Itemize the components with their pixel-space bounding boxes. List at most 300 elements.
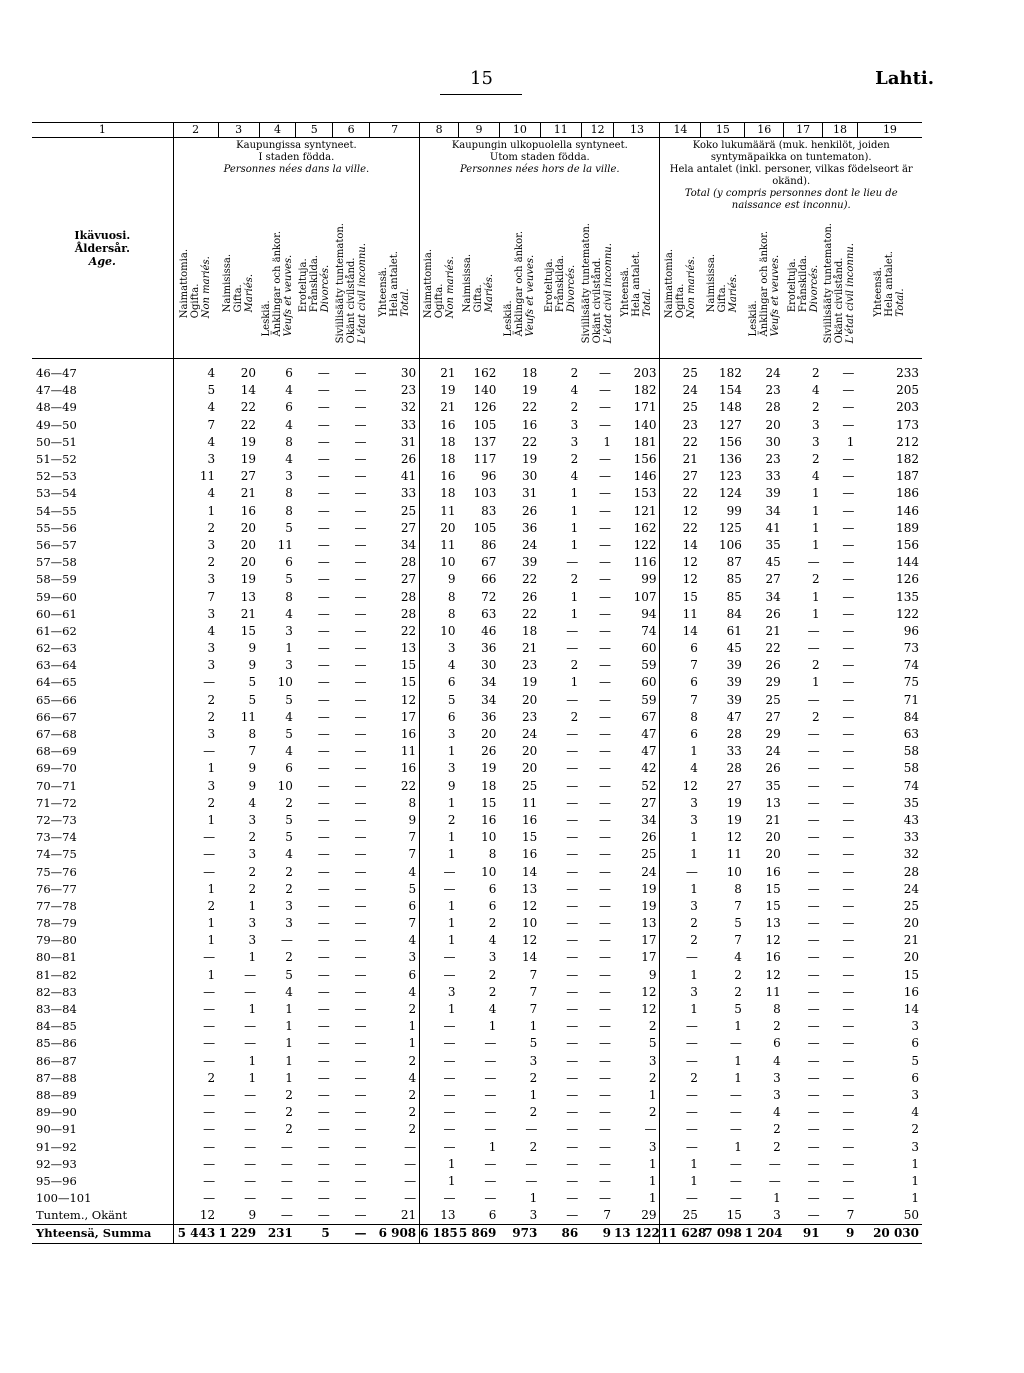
value-cell: 135 xyxy=(896,589,919,604)
value-cell: — xyxy=(317,1002,330,1017)
value-cell: — xyxy=(317,469,330,484)
value-cell: — xyxy=(566,1002,579,1017)
value-cell: 2 xyxy=(408,1087,417,1102)
value-cell: 3 xyxy=(173,537,218,554)
value-cell: 3 xyxy=(173,726,218,743)
value-cell: 4 xyxy=(285,984,293,999)
value-cell: 5 xyxy=(648,1036,657,1051)
value-cell: 125 xyxy=(718,520,742,535)
value-cell: — xyxy=(354,967,367,982)
value-cell: 26 xyxy=(400,452,417,467)
table-body xyxy=(32,359,922,1244)
table-row xyxy=(32,485,922,502)
column-header-fr: Non mariés. xyxy=(444,256,456,319)
value-cell: — xyxy=(598,692,611,707)
value-cell: — xyxy=(842,1105,855,1120)
value-cell: 9 xyxy=(648,967,657,982)
value-cell: — xyxy=(317,812,330,827)
value-cell: — xyxy=(566,1191,579,1206)
value-cell: — xyxy=(807,984,820,999)
value-cell: — xyxy=(244,1087,257,1102)
value-cell: — xyxy=(807,555,820,570)
value-cell: — xyxy=(566,1208,579,1223)
value-cell: — xyxy=(317,692,330,707)
column-header-fr: Non mariés. xyxy=(201,256,213,319)
age-cell: 76—77 xyxy=(36,881,77,896)
value-cell: 3 xyxy=(911,1087,919,1102)
value-cell: 1 xyxy=(734,1139,742,1154)
age-cell: 61—62 xyxy=(36,623,77,638)
value-cell: — xyxy=(566,1070,579,1085)
value-cell: 43 xyxy=(903,812,919,827)
value-cell: 1 xyxy=(648,1173,657,1188)
value-cell: 71 xyxy=(903,692,919,707)
age-cell: 92—93 xyxy=(36,1156,77,1171)
value-cell: 1 xyxy=(811,503,820,518)
value-cell: — xyxy=(842,864,855,879)
value-cell: — xyxy=(842,641,855,656)
value-cell: — xyxy=(354,658,367,673)
age-cell: 51—52 xyxy=(36,452,77,467)
value-cell: — xyxy=(173,1190,218,1207)
value-cell: 20 xyxy=(240,555,257,570)
column-header-fr: L'état civil inconnu. xyxy=(356,243,368,344)
statistics-table xyxy=(32,122,922,1244)
value-cell: — xyxy=(842,847,855,862)
value-cell: 18 xyxy=(420,485,459,502)
value-cell: 2 xyxy=(648,1019,657,1034)
value-cell: — xyxy=(354,537,367,552)
value-cell: 28 xyxy=(400,606,417,621)
column-header-fi: Leskiä. xyxy=(260,300,272,337)
value-cell: — xyxy=(317,1208,330,1223)
column-number: 5 xyxy=(296,123,333,138)
table-row xyxy=(32,451,922,468)
value-cell: 91 xyxy=(784,1225,823,1243)
value-cell: — xyxy=(598,744,611,759)
value-cell: — xyxy=(404,1156,417,1171)
value-cell: 156 xyxy=(718,434,742,449)
value-cell: — xyxy=(354,830,367,845)
value-cell: 162 xyxy=(633,520,657,535)
table-row xyxy=(32,915,922,932)
value-cell: 3 xyxy=(911,1019,919,1034)
value-cell: 4 xyxy=(248,795,257,810)
age-cell: 72—73 xyxy=(36,812,77,827)
value-cell: 6 xyxy=(660,640,701,657)
value-cell: 11 xyxy=(400,744,417,759)
value-cell: — xyxy=(729,1173,742,1188)
value-cell: 11 xyxy=(420,503,459,520)
value-cell: — xyxy=(566,916,579,931)
value-cell: 3 xyxy=(660,795,701,812)
value-cell: 85 xyxy=(726,589,742,604)
value-cell: — xyxy=(354,1191,367,1206)
age-cell: 64—65 xyxy=(36,675,77,690)
value-cell: 5 xyxy=(285,692,293,707)
value-cell: 4 xyxy=(285,847,293,862)
value-cell: 3 xyxy=(648,1139,657,1154)
value-cell: — xyxy=(842,727,855,742)
value-cell: — xyxy=(354,1156,367,1171)
value-cell: 13 xyxy=(400,641,417,656)
value-cell: — xyxy=(842,795,855,810)
value-cell: — xyxy=(354,709,367,724)
value-cell: — xyxy=(598,1156,611,1171)
age-cell: 86—87 xyxy=(36,1053,77,1068)
value-cell: — xyxy=(807,727,820,742)
value-cell: 22 xyxy=(660,485,701,502)
value-cell: — xyxy=(420,1035,459,1052)
value-cell: 105 xyxy=(473,417,497,432)
value-cell: 20 xyxy=(420,520,459,537)
page-number-rule xyxy=(440,94,522,95)
value-cell: — xyxy=(317,434,330,449)
value-cell: 14 xyxy=(240,383,257,398)
column-header xyxy=(459,212,500,359)
column-header-sv: Okänt civilstånd. xyxy=(592,257,604,344)
age-cell: 59—60 xyxy=(36,589,77,604)
value-cell: 1 xyxy=(570,503,579,518)
value-cell: — xyxy=(173,1053,218,1070)
group-header-row xyxy=(32,138,922,213)
value-cell: — xyxy=(842,1139,855,1154)
value-cell: — xyxy=(354,795,367,810)
column-header xyxy=(823,212,858,359)
value-cell: — xyxy=(842,812,855,827)
value-cell: 12 xyxy=(765,967,781,982)
value-cell: — xyxy=(420,1138,459,1155)
value-cell: 203 xyxy=(896,400,919,415)
value-cell: 3 xyxy=(248,812,257,827)
value-cell: 21 xyxy=(765,812,781,827)
value-cell: 212 xyxy=(896,434,919,449)
value-cell: 39 xyxy=(765,486,781,501)
value-cell: 34 xyxy=(481,675,497,690)
table-row xyxy=(32,1087,922,1104)
value-cell: — xyxy=(420,1121,459,1138)
value-cell: 30 xyxy=(400,366,417,381)
table-row xyxy=(32,760,922,777)
value-cell: — xyxy=(842,383,855,398)
value-cell: 10 xyxy=(420,554,459,571)
value-cell: 124 xyxy=(718,486,742,501)
value-cell: — xyxy=(842,658,855,673)
value-cell: 22 xyxy=(660,434,701,451)
value-cell: 1 xyxy=(420,1156,459,1173)
value-cell: — xyxy=(317,1070,330,1085)
column-number: 16 xyxy=(745,123,784,138)
value-cell: 8 xyxy=(420,606,459,623)
value-cell: — xyxy=(173,674,218,691)
value-cell: 6 xyxy=(488,898,497,913)
value-cell: 34 xyxy=(765,503,781,518)
value-cell: 52 xyxy=(641,778,657,793)
value-cell: 26 xyxy=(765,761,781,776)
value-cell: 4 xyxy=(285,606,293,621)
value-cell: 12 xyxy=(522,898,538,913)
value-cell: — xyxy=(484,1070,497,1085)
age-cell: 46—47 xyxy=(36,366,77,381)
value-cell: 2 xyxy=(408,1105,417,1120)
value-cell: — xyxy=(354,675,367,690)
value-cell: 18 xyxy=(522,366,538,381)
value-cell: — xyxy=(566,795,579,810)
value-cell: — xyxy=(317,933,330,948)
value-cell: 12 xyxy=(765,933,781,948)
value-cell: — xyxy=(807,847,820,862)
value-cell: 10 xyxy=(420,623,459,640)
value-cell: 22 xyxy=(400,778,417,793)
value-cell: 14 xyxy=(660,623,701,640)
value-cell: 2 xyxy=(173,520,218,537)
value-cell: 1 xyxy=(529,1087,538,1102)
value-cell: 16 xyxy=(765,950,781,965)
value-cell: — xyxy=(354,1036,367,1051)
column-number: 10 xyxy=(499,123,540,138)
table-row xyxy=(32,709,922,726)
value-cell: 154 xyxy=(718,383,742,398)
value-cell: — xyxy=(660,1035,701,1052)
column-header-sv: Gifta. xyxy=(717,284,729,313)
value-cell: 3 xyxy=(660,812,701,829)
value-cell: — xyxy=(317,967,330,982)
table-row xyxy=(32,640,922,657)
value-cell: 58 xyxy=(903,761,919,776)
value-cell: 84 xyxy=(903,709,919,724)
value-cell: — xyxy=(842,744,855,759)
value-cell: 22 xyxy=(240,417,257,432)
value-cell: 8 xyxy=(248,727,257,742)
value-cell: — xyxy=(317,830,330,845)
value-cell: 3 xyxy=(408,950,417,965)
value-cell: 39 xyxy=(522,555,538,570)
value-cell: — xyxy=(842,778,855,793)
value-cell: 20 xyxy=(903,916,919,931)
value-cell: 4 xyxy=(408,864,417,879)
value-cell: 25 xyxy=(903,898,919,913)
column-header-sv: Änklingar och änkor. xyxy=(758,230,770,337)
value-cell: 2 xyxy=(285,795,293,810)
value-cell: 99 xyxy=(641,572,657,587)
value-cell: — xyxy=(354,950,367,965)
value-cell: 58 xyxy=(903,744,919,759)
value-cell: — xyxy=(598,1122,611,1137)
value-cell: — xyxy=(598,967,611,982)
value-cell: 6 xyxy=(408,967,417,982)
age-cell: 90—91 xyxy=(36,1122,77,1137)
value-cell: — xyxy=(354,503,367,518)
value-cell: 25 xyxy=(660,1207,701,1225)
value-cell: 4 xyxy=(570,469,579,484)
value-cell: 4 xyxy=(488,933,497,948)
value-cell: — xyxy=(173,1156,218,1173)
value-cell: — xyxy=(807,1191,820,1206)
value-cell: 27 xyxy=(400,520,417,535)
value-cell: 24 xyxy=(660,382,701,399)
value-cell: 74 xyxy=(903,658,919,673)
value-cell: 173 xyxy=(896,417,919,432)
value-cell: 1 xyxy=(570,486,579,501)
value-cell: 9 xyxy=(581,1225,614,1243)
column-header-fr: L'état civil inconnu. xyxy=(603,243,615,344)
value-cell: 2 xyxy=(811,366,820,381)
value-cell: 12 xyxy=(173,1207,218,1225)
value-cell: 19 xyxy=(522,383,538,398)
column-number: 1 xyxy=(32,123,173,138)
column-header-sv: Änklingar och änkor. xyxy=(514,230,526,337)
age-cell: 70—71 xyxy=(36,778,77,793)
value-cell: 7 xyxy=(846,1208,855,1223)
value-cell: 6 908 xyxy=(370,1225,420,1243)
age-cell: 85—86 xyxy=(36,1036,77,1051)
table-row xyxy=(32,1156,922,1173)
column-header-fr: Divorcés. xyxy=(319,264,331,313)
value-cell: 1 xyxy=(420,1173,459,1190)
value-cell: — xyxy=(354,761,367,776)
value-cell: 1 229 xyxy=(218,1225,259,1243)
value-cell: — xyxy=(317,383,330,398)
group-born-in-city: Kaupungissa syntyneet. I staden födda. Personnes nées dans la ville. xyxy=(173,138,419,213)
column-number: 12 xyxy=(581,123,614,138)
table-row xyxy=(32,863,922,880)
column-number: 17 xyxy=(784,123,823,138)
value-cell: 1 xyxy=(173,915,218,932)
value-cell: 1 xyxy=(173,967,218,984)
value-cell: 117 xyxy=(473,452,497,467)
value-cell: 3 xyxy=(285,916,293,931)
value-cell: — xyxy=(598,1019,611,1034)
value-cell: — xyxy=(598,1173,611,1188)
value-cell: 5 869 xyxy=(459,1225,500,1243)
age-cell: 54—55 xyxy=(36,503,77,518)
value-cell: 15 xyxy=(765,898,781,913)
value-cell: — xyxy=(566,744,579,759)
value-cell: 15 xyxy=(765,881,781,896)
value-cell: — xyxy=(807,1002,820,1017)
value-cell: — xyxy=(660,1138,701,1155)
value-cell: 36 xyxy=(481,641,497,656)
age-cell: 66—67 xyxy=(36,709,77,724)
column-header-sv: Okänt civilstånd. xyxy=(345,257,357,344)
value-cell: — xyxy=(842,1122,855,1137)
value-cell: 10 xyxy=(726,864,742,879)
page-number: 15 xyxy=(470,68,493,89)
value-cell: 1 xyxy=(660,881,701,898)
value-cell: 4 xyxy=(811,383,820,398)
table-row xyxy=(32,984,922,1001)
value-cell: 1 xyxy=(570,675,579,690)
value-cell: — xyxy=(244,1105,257,1120)
value-cell: — xyxy=(244,1191,257,1206)
value-cell: 11 xyxy=(660,606,701,623)
value-cell: — xyxy=(598,641,611,656)
table-row xyxy=(32,606,922,623)
value-cell: 29 xyxy=(765,675,781,690)
column-header-fi: Siviilisääty tuntematon. xyxy=(334,223,346,344)
value-cell: 1 xyxy=(660,967,701,984)
value-cell: 6 xyxy=(408,898,417,913)
value-cell: 25 xyxy=(522,778,538,793)
value-cell: — xyxy=(420,967,459,984)
table-row xyxy=(32,881,922,898)
value-cell: 5 xyxy=(285,520,293,535)
value-cell: 23 xyxy=(400,383,417,398)
value-cell: 72 xyxy=(481,589,497,604)
value-cell: 4 xyxy=(773,1053,781,1068)
value-cell: 1 xyxy=(173,881,218,898)
value-cell: — xyxy=(842,400,855,415)
column-header xyxy=(857,212,922,359)
value-cell: 20 xyxy=(765,417,781,432)
value-cell: 2 xyxy=(570,400,579,415)
value-cell: 16 xyxy=(400,761,417,776)
value-cell: 9 xyxy=(248,658,257,673)
value-cell: — xyxy=(842,520,855,535)
column-header-fr: Total. xyxy=(399,288,411,317)
value-cell: — xyxy=(566,641,579,656)
value-cell: 39 xyxy=(726,675,742,690)
value-cell: — xyxy=(317,555,330,570)
value-cell: 106 xyxy=(718,537,742,552)
value-cell: 6 xyxy=(660,726,701,743)
value-cell: 86 xyxy=(540,1225,581,1243)
value-cell: 3 xyxy=(570,434,579,449)
value-cell: 6 xyxy=(911,1036,919,1051)
value-cell: 3 xyxy=(811,434,820,449)
value-cell: 127 xyxy=(718,417,742,432)
age-cell: 58—59 xyxy=(36,572,77,587)
value-cell: 7 xyxy=(529,1002,538,1017)
age-cell: 80—81 xyxy=(36,950,77,965)
value-cell: 67 xyxy=(641,709,657,724)
value-cell: — xyxy=(525,1156,538,1171)
value-cell: — xyxy=(317,366,330,381)
value-cell: — xyxy=(317,1139,330,1154)
value-cell: — xyxy=(484,1053,497,1068)
column-header-fi: Naimattomia. xyxy=(179,248,191,319)
value-cell: 1 xyxy=(660,829,701,846)
value-cell: — xyxy=(420,1087,459,1104)
value-cell: 13 xyxy=(765,795,781,810)
value-cell: 27 xyxy=(726,778,742,793)
column-header xyxy=(296,212,333,359)
value-cell: 16 xyxy=(420,468,459,485)
value-cell: 24 xyxy=(765,366,781,381)
value-cell: 6 xyxy=(285,366,293,381)
value-cell: 12 xyxy=(641,984,657,999)
value-cell: — xyxy=(566,967,579,982)
value-cell: 19 xyxy=(641,881,657,896)
value-cell: 4 xyxy=(285,383,293,398)
value-cell: — xyxy=(566,778,579,793)
value-cell: — xyxy=(842,1070,855,1085)
value-cell: 67 xyxy=(481,555,497,570)
value-cell: 2 xyxy=(285,1122,293,1137)
table-row xyxy=(32,571,922,588)
value-cell: — xyxy=(598,589,611,604)
value-cell: 12 xyxy=(522,933,538,948)
value-cell: — xyxy=(317,1173,330,1188)
value-cell: — xyxy=(807,1122,820,1137)
value-cell: — xyxy=(317,1105,330,1120)
value-cell: 5 xyxy=(248,675,257,690)
value-cell: 18 xyxy=(522,623,538,638)
value-cell: 7 xyxy=(660,657,701,674)
value-cell: — xyxy=(598,1070,611,1085)
value-cell: — xyxy=(807,830,820,845)
column-header xyxy=(173,212,218,359)
